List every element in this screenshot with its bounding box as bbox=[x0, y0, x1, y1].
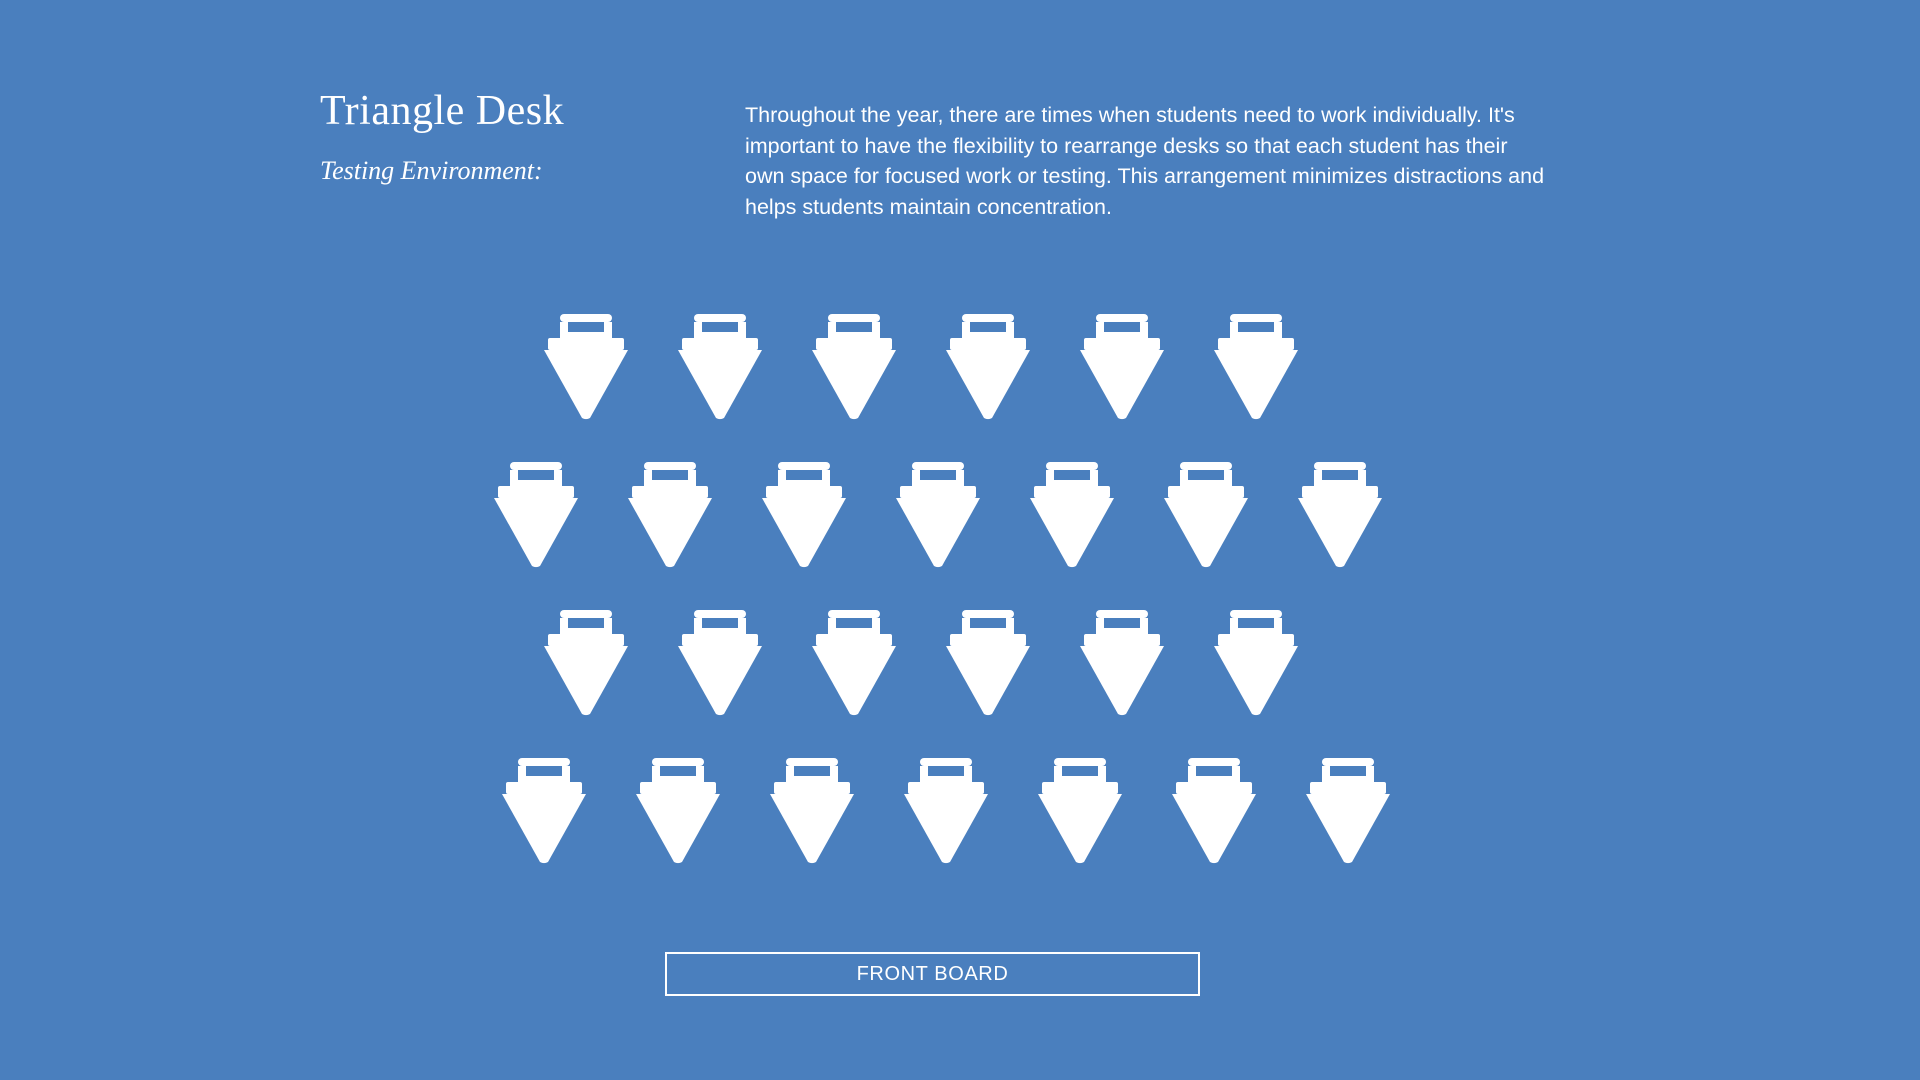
triangle-desk-icon bbox=[490, 458, 582, 574]
triangle-desk-icon bbox=[1076, 310, 1168, 426]
triangle-desk-icon bbox=[892, 458, 984, 574]
front-board-label: FRONT BOARD bbox=[856, 962, 1009, 985]
triangle-desk-icon bbox=[1294, 458, 1386, 574]
triangle-desk-icon bbox=[942, 606, 1034, 722]
triangle-desk-icon bbox=[942, 310, 1034, 426]
desk-row bbox=[490, 458, 1386, 588]
triangle-desk-icon bbox=[766, 754, 858, 870]
triangle-desk-icon bbox=[624, 458, 716, 574]
triangle-desk-icon bbox=[758, 458, 850, 574]
triangle-desk-icon bbox=[1210, 310, 1302, 426]
triangle-desk-icon bbox=[808, 606, 900, 722]
desk-grid bbox=[0, 310, 1920, 910]
desk-row bbox=[540, 310, 1302, 440]
triangle-desk-icon bbox=[1076, 606, 1168, 722]
triangle-desk-icon bbox=[674, 606, 766, 722]
title-block bbox=[320, 88, 680, 186]
triangle-desk-icon bbox=[1026, 458, 1118, 574]
triangle-desk-icon bbox=[1168, 754, 1260, 870]
triangle-desk-icon bbox=[1210, 606, 1302, 722]
triangle-desk-icon bbox=[498, 754, 590, 870]
front-board bbox=[665, 952, 1200, 996]
triangle-desk-icon bbox=[1302, 754, 1394, 870]
triangle-desk-icon bbox=[1034, 754, 1126, 870]
page-subtitle: Testing Environment: bbox=[320, 156, 543, 186]
desk-row bbox=[498, 754, 1394, 884]
triangle-desk-icon bbox=[900, 754, 992, 870]
triangle-desk-icon bbox=[808, 310, 900, 426]
triangle-desk-icon bbox=[674, 310, 766, 426]
triangle-desk-icon bbox=[540, 606, 632, 722]
triangle-desk-icon bbox=[1160, 458, 1252, 574]
triangle-desk-icon bbox=[540, 310, 632, 426]
desk-row bbox=[540, 606, 1302, 736]
triangle-desk-icon bbox=[632, 754, 724, 870]
page-title: Triangle Desk bbox=[320, 88, 565, 134]
description-text: Throughout the year, there are times when students need to work individually. It's important to have the flexibility to rearrange desks so that each student has their own space for focused work or testing. This arrangement minimizes distractions and helps students maintain concentration. bbox=[745, 103, 1545, 219]
